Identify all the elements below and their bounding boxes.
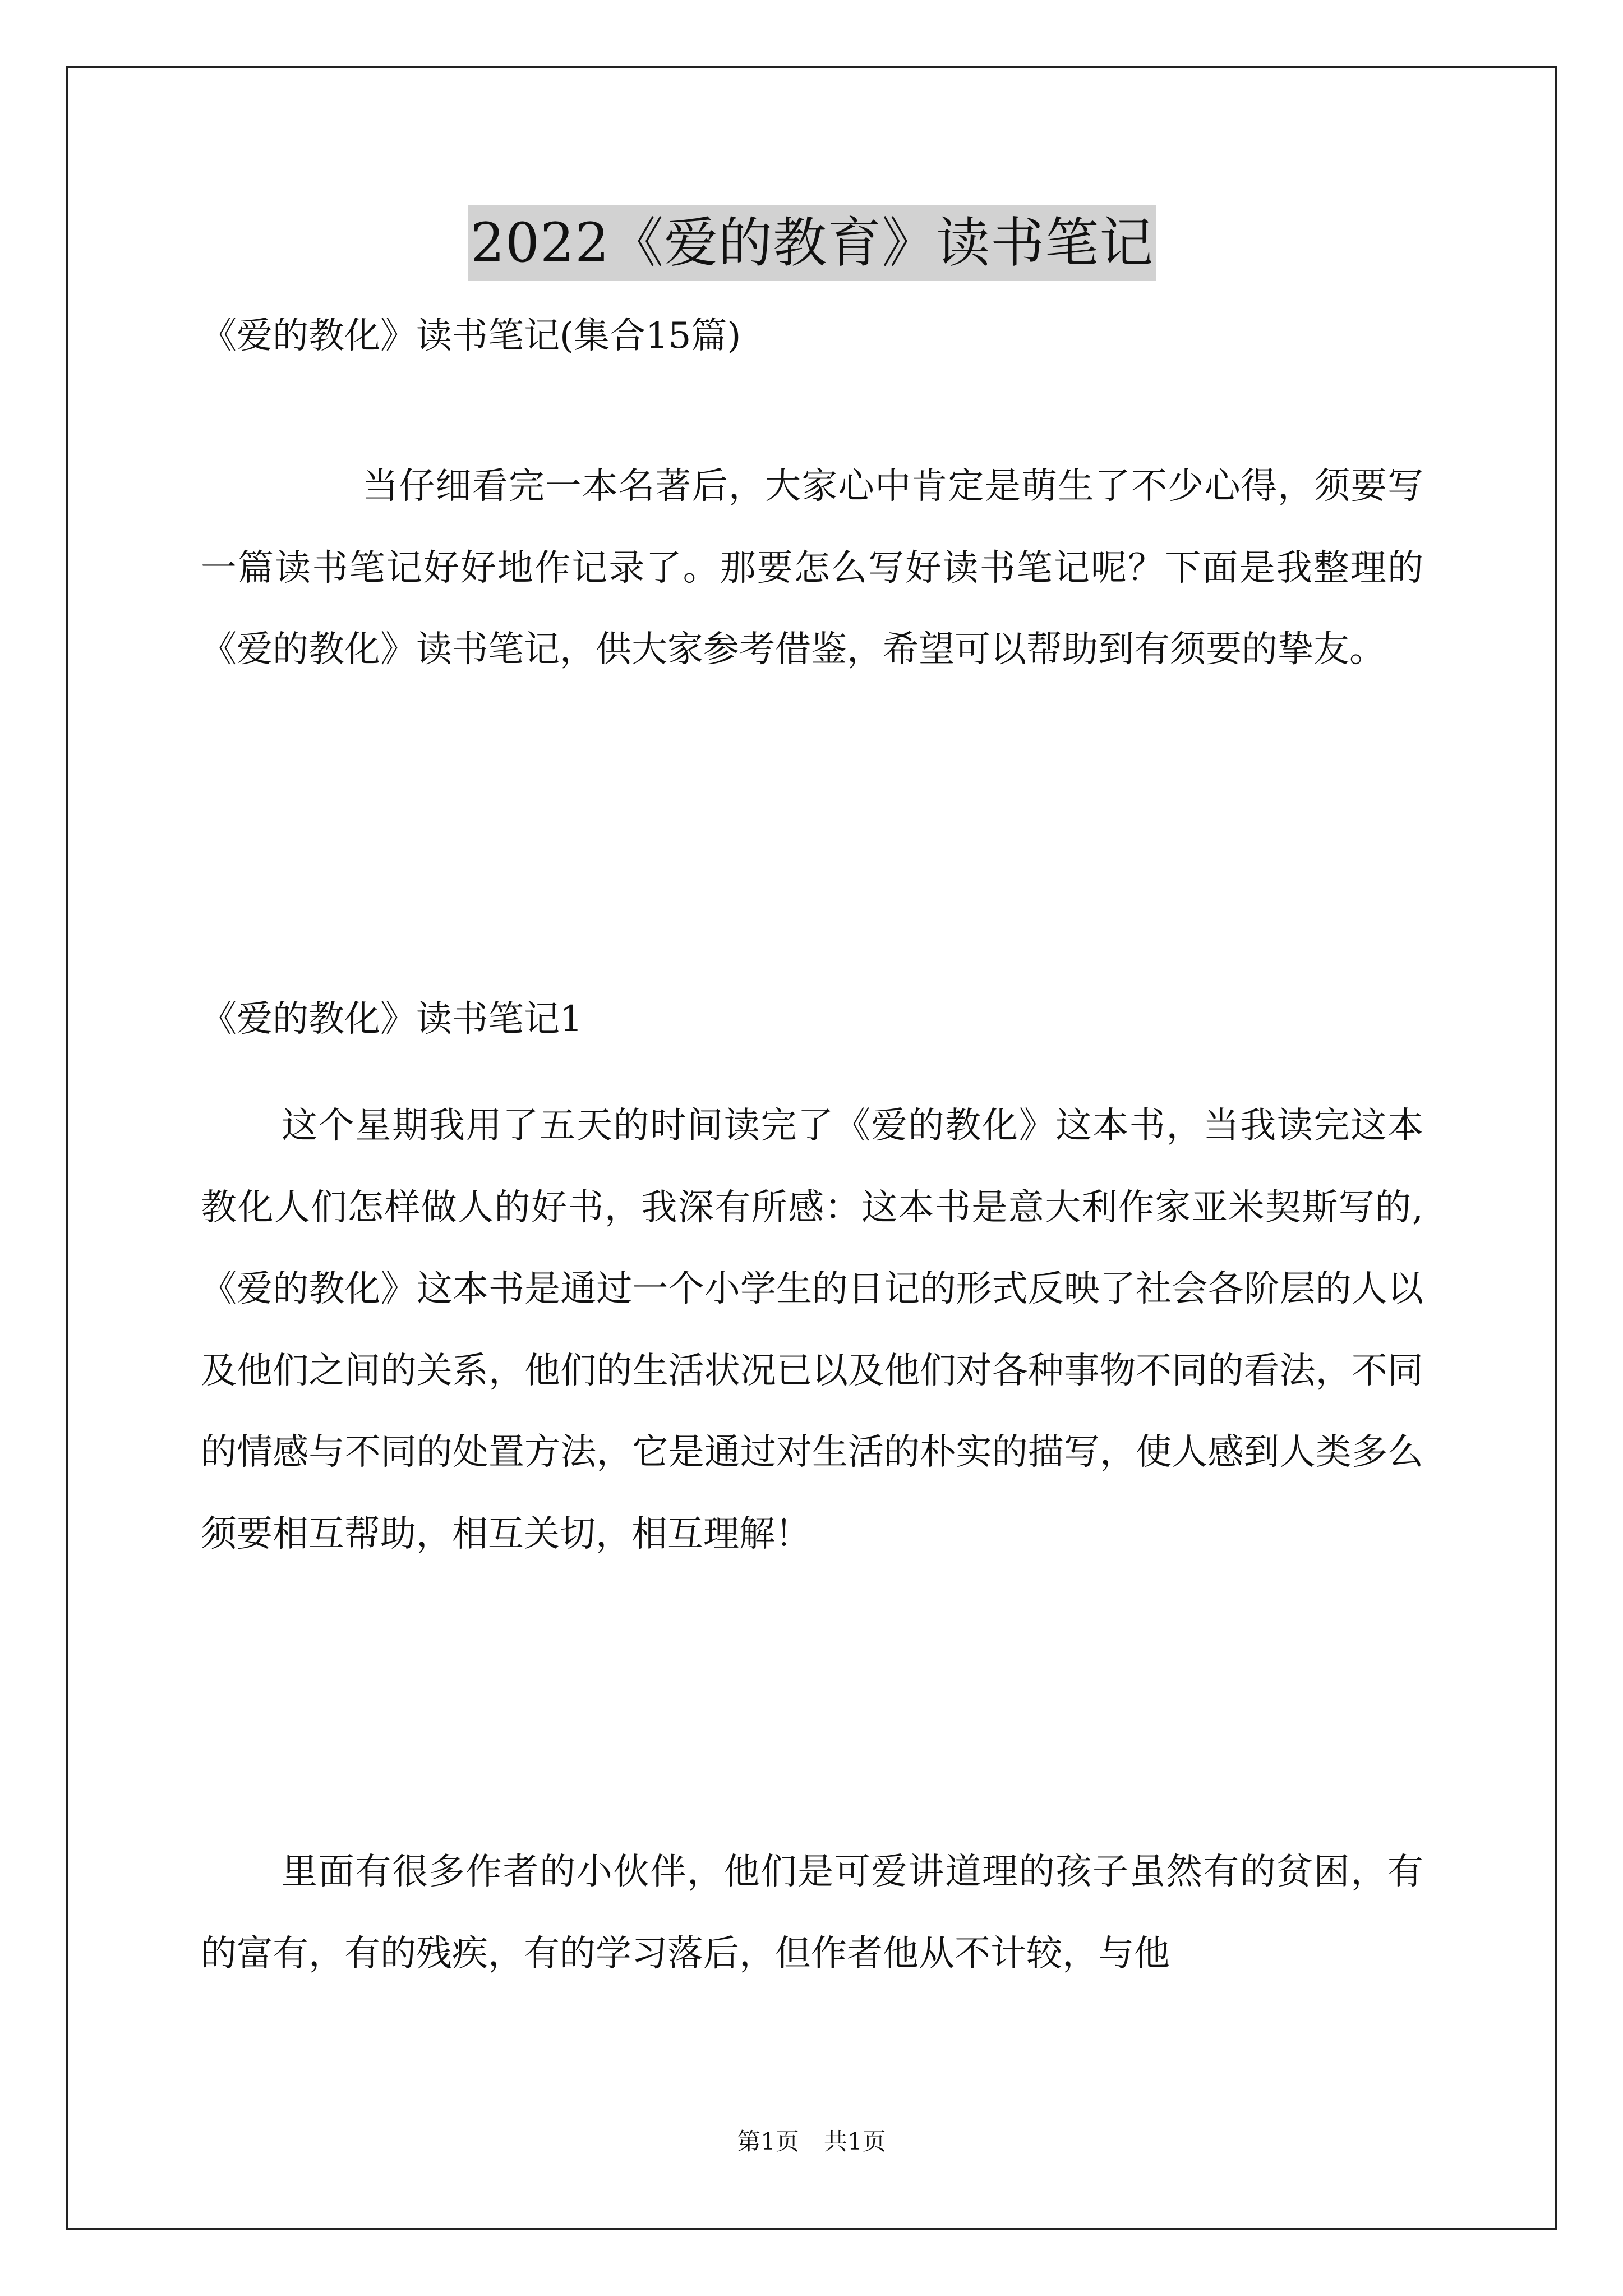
section-heading: 《爱的教化》读书笔记1 (201, 999, 583, 1040)
page-number: 第1页 (737, 2128, 799, 2155)
page-total: 共1页 (824, 2128, 886, 2155)
document-title: 2022《爱的教育》读书笔记 (468, 205, 1156, 281)
body-paragraph: 这个星期我用了五天的时间读完了《爱的教化》这本书，当我读完这本教化人们怎样做人的好书，我深有所感：这本书是意大利作家亚米契斯写的,《爱的教化》这本书是通过一个小学生的日记的形式反映了社会各阶层的人以及他们之间的关系，他们的生活状况已以及他们对各种事物不同的看法，不同的情感与不同的处置方法，它是通过对生活的朴实的描写，使人感到人类多么须要相互帮助，相互关切，相互理解！ (201, 1105, 1423, 1555)
page-footer (0, 2126, 1623, 2157)
document-subtitle: 《爱的教化》读书笔记(集合15篇) (201, 315, 741, 357)
body-paragraph: 里面有很多作者的小伙伴，他们是可爱讲道理的孩子虽然有的贫困，有的富有，有的残疾，有的学习落后，但作者他从不计较，与他 (201, 1851, 1423, 1975)
intro-paragraph: 当仔细看完一本名著后，大家心中肯定是萌生了不少心得，须要写一篇读书笔记好好地作记录了。那要怎么写好读书笔记呢？下面是我整理的《爱的教化》读书笔记，供大家参考借鉴，希望可以帮助到有须要的挚友。 (201, 466, 1423, 670)
title-wrap (201, 205, 1423, 281)
